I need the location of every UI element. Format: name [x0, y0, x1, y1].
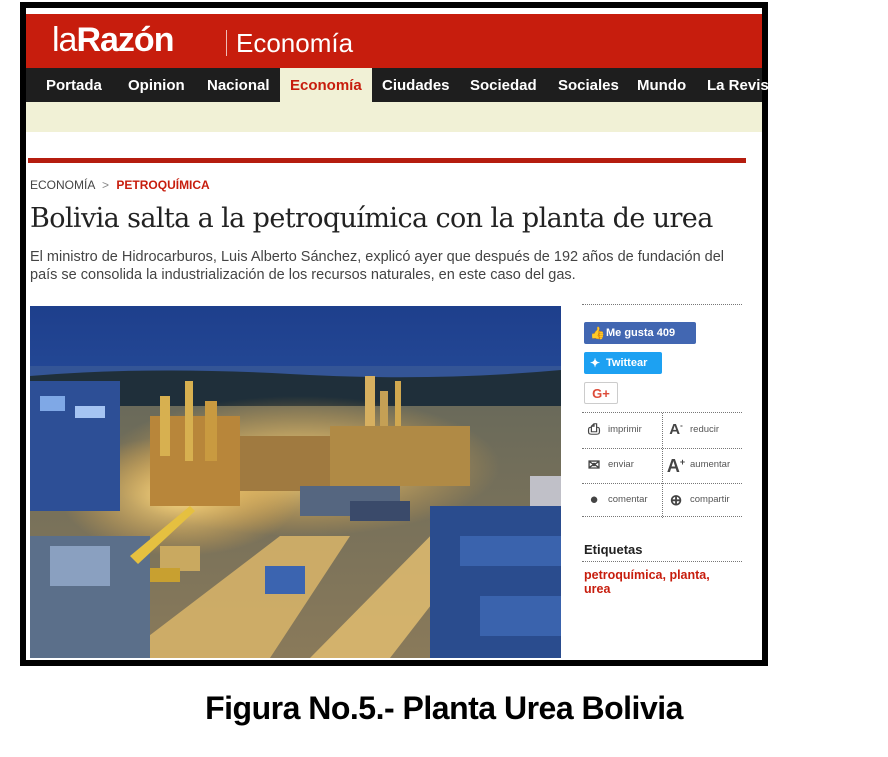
nav-item-nacional[interactable]: Nacional — [207, 77, 270, 94]
print-button[interactable] — [582, 413, 662, 447]
comment-label: comentar — [608, 494, 648, 505]
comment-button[interactable] — [582, 483, 662, 517]
breadcrumb-separator: > — [102, 178, 110, 192]
nav-item-mundo[interactable]: Mundo — [637, 77, 687, 94]
logo-divider — [226, 30, 227, 56]
browser-viewport — [26, 8, 769, 660]
tags-heading: Etiquetas — [584, 542, 643, 557]
site-header — [26, 14, 762, 68]
article-tools — [582, 412, 742, 517]
tags-list: petroquímica, planta, urea — [584, 568, 710, 596]
printer-icon: ⎙ — [587, 421, 600, 438]
nav-item-economia[interactable]: Economía — [280, 68, 372, 102]
facebook-like-button[interactable] — [584, 322, 696, 344]
screenshot-frame — [20, 2, 768, 666]
print-label: imprimir — [608, 424, 642, 435]
sidebar-divider — [582, 304, 742, 305]
article-summary: El ministro de Hidrocarburos, Luis Alberto Sánchez, explicó ayer que después de 192 años de fundación del país se consolida la industrialización de los recursos naturales, en este caso del gas. — [30, 249, 725, 283]
reduce-font-button[interactable] — [664, 413, 744, 447]
site-logo[interactable] — [52, 20, 173, 60]
nav-item-sociales[interactable]: Sociales — [558, 77, 619, 94]
breadcrumb-current[interactable]: PETROQUÍMICA — [116, 178, 210, 192]
nav-item-opinion[interactable]: Opinion — [128, 77, 185, 94]
nav-item-la-revista[interactable]: La Revis — [707, 77, 769, 94]
send-button[interactable] — [582, 448, 662, 482]
speech-bubble-icon: ● — [589, 491, 599, 508]
thumbs-up-icon: 👍 — [590, 326, 605, 340]
google-plus-button[interactable]: G+ — [584, 382, 618, 404]
main-nav — [26, 68, 769, 102]
breadcrumb — [30, 178, 210, 192]
sub-nav-bar — [26, 102, 762, 132]
nav-item-ciudades[interactable]: Ciudades — [382, 77, 450, 94]
nav-item-sociedad[interactable]: Sociedad — [470, 77, 537, 94]
section-title: Economía — [236, 28, 354, 58]
tag-link[interactable]: planta — [669, 568, 707, 582]
share-button[interactable] — [664, 483, 744, 517]
tag-link[interactable]: urea — [584, 582, 611, 596]
article-photo-urea-plant — [30, 306, 561, 658]
figure-caption: Figura No.5.- Planta Urea Bolivia — [205, 690, 683, 726]
enlarge-label: aumentar — [690, 459, 731, 470]
tweet-label: Twittear — [606, 357, 648, 369]
tweet-button[interactable] — [584, 352, 662, 374]
reduce-label: reducir — [690, 424, 720, 435]
enlarge-font-button[interactable] — [664, 448, 744, 482]
like-label: Me gusta 409 — [606, 327, 676, 339]
send-label: enviar — [608, 459, 634, 470]
font-increase-icon: A+ — [666, 456, 686, 476]
logo-la: la — [52, 21, 77, 59]
tools-column-divider — [662, 413, 663, 518]
tags-divider — [582, 561, 742, 562]
twitter-bird-icon: ✦ — [590, 356, 601, 370]
tag-link[interactable]: petroquímica — [584, 568, 663, 582]
envelope-icon: ✉ — [587, 457, 601, 474]
share-label: compartir — [690, 494, 730, 505]
font-decrease-icon: A- — [669, 421, 683, 438]
section-rule — [28, 158, 746, 163]
article-headline: Bolivia salta a la petroquímica con la planta de urea — [30, 203, 713, 234]
breadcrumb-section[interactable]: ECONOMÍA — [30, 178, 95, 192]
logo-razon: Razón — [76, 21, 174, 59]
nav-item-portada[interactable]: Portada — [46, 77, 102, 94]
plus-circle-icon: ⊕ — [669, 492, 683, 509]
